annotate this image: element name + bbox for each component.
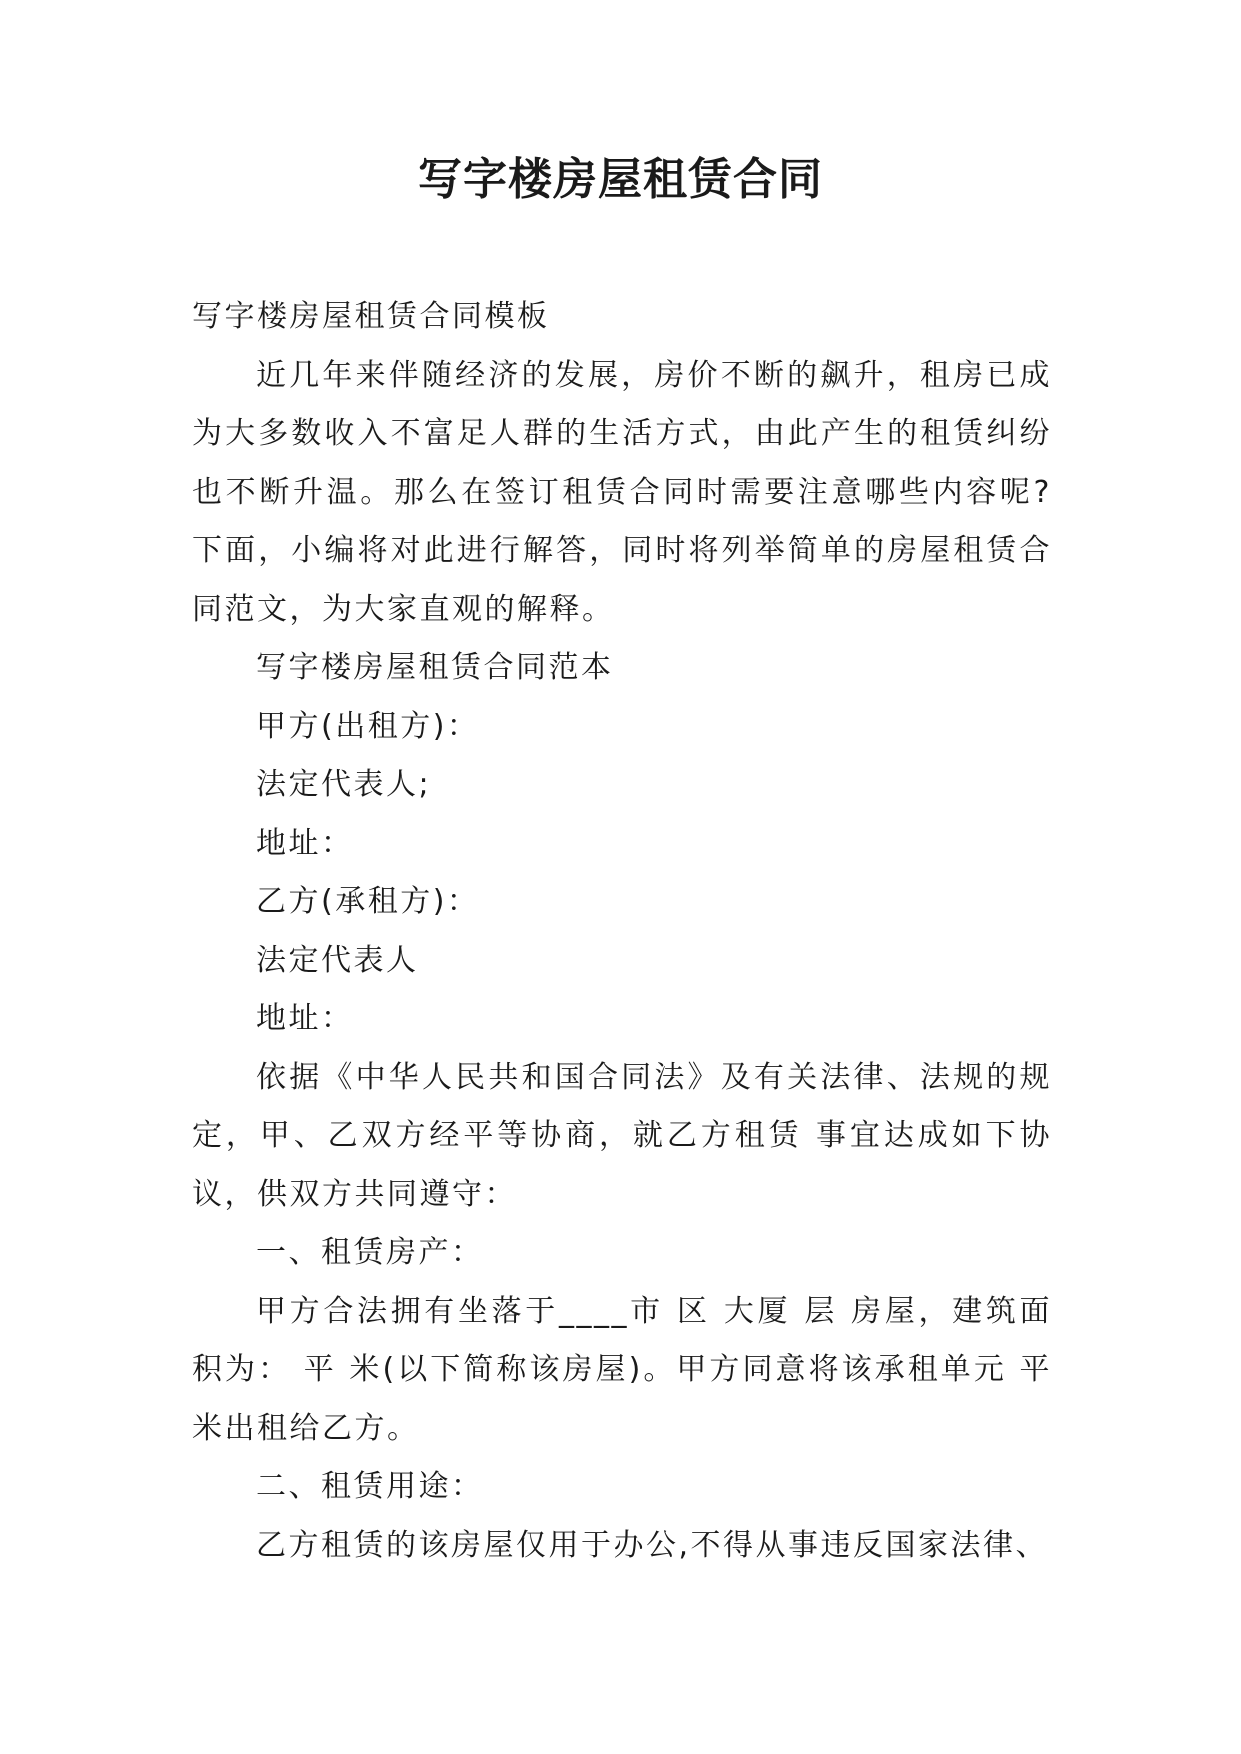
party-a-representative: 法定代表人; <box>256 767 432 802</box>
party-a-address: 地址： <box>256 825 354 861</box>
party-a-label: 甲方(出租方)： <box>256 708 480 744</box>
document-body <box>192 288 1052 1575</box>
section-heading-property: 一、租赁房产： <box>256 1235 484 1270</box>
paragraph-template-heading: 写字楼房屋租赁合同范本 <box>256 650 614 685</box>
paragraph-usage-details: 乙方租赁的该房屋仅用于办公,不得从事违反国家法律、 <box>256 1527 1049 1563</box>
paragraph-property-details: 甲方合法拥有坐落于____市 区 大厦 层 房屋，建筑面积为： 平 米(以下简称该房屋)。甲方同意将该承租单元 平米出租给乙方。 <box>192 1293 1052 1446</box>
party-b-label: 乙方(承租方)： <box>256 884 480 919</box>
paragraph-subtitle: 写字楼房屋租赁合同模板 <box>192 299 550 334</box>
document-title: 写字楼房屋租赁合同 <box>418 154 823 205</box>
party-b-address: 地址： <box>256 1001 354 1036</box>
section-heading-usage: 二、租赁用途： <box>256 1469 484 1504</box>
party-b-representative: 法定代表人 <box>256 942 419 978</box>
paragraph-legal-basis: 依据《中华人民共和国合同法》及有关法律、法规的规定，甲、乙双方经平等协商，就乙方租赁 事宜达成如下协议，供双方共同遵守： <box>192 1059 1052 1212</box>
paragraph-intro: 近几年来伴随经济的发展，房价不断的飙升，租房已成为大多数收入不富足人群的生活方式，由此产生的租赁纠纷也不断升温。那么在签订租赁合同时需要注意哪些内容呢?下面，小编将对此进行解答，同时将列举简单的房屋租赁合同范文，为大家直观的解释。 <box>192 357 1052 627</box>
